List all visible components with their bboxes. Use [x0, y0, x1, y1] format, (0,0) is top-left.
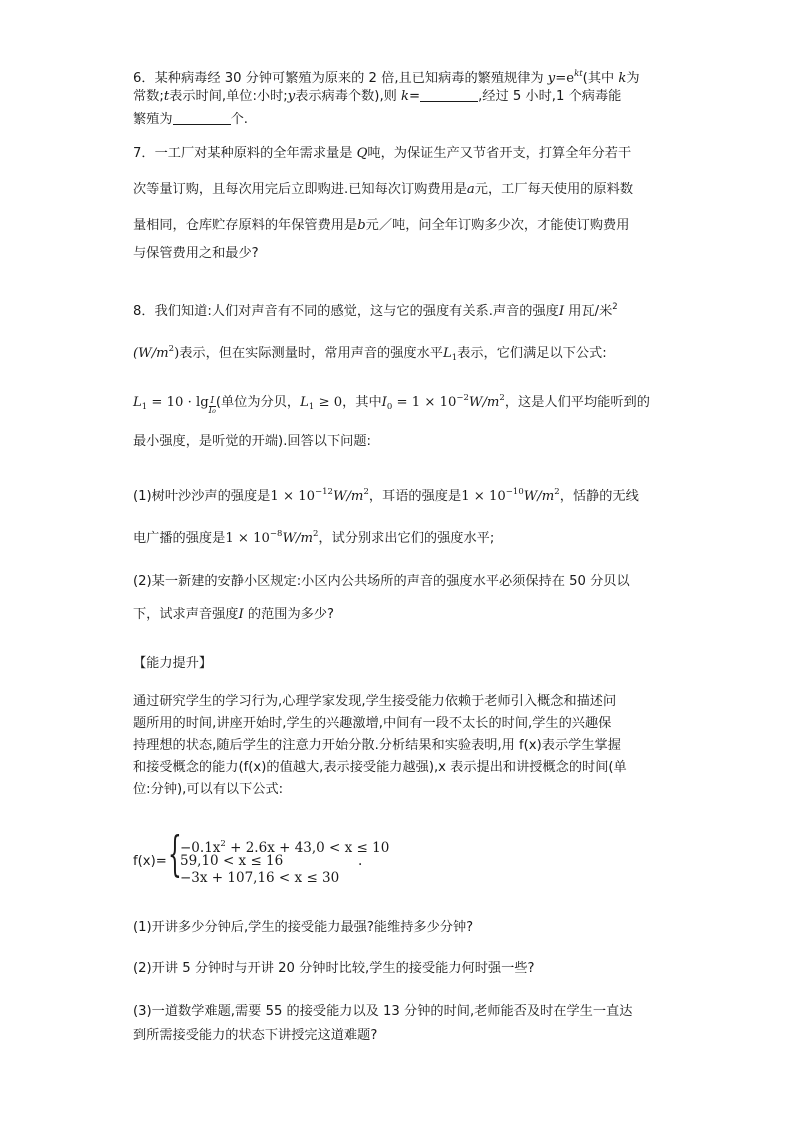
- section-title: 【能力提升】: [133, 656, 213, 671]
- answer-blank[interactable]: [173, 110, 231, 125]
- case-3: −3x + 107,16 < x ≤ 30: [180, 870, 340, 886]
- section-sub3-line-2: 到所需接受能力的状态下讲授完这道难题?: [133, 1028, 378, 1043]
- fraction: $\frac{I}{\text{I₀}}$: [208, 396, 216, 416]
- section-para-line-3: 持理想的状态,随后学生的注意力开始分散.分析结果和实验表明,用 f(x)表示学生掌握: [133, 738, 621, 753]
- section-sub3-line-1: (3)一道数学难题,需要 55 的接受能力以及 13 分钟的时间,老师能否及时在学生一直达: [133, 1004, 633, 1019]
- section-para-line-5: 位:分钟),可以有以下公式:: [133, 782, 284, 797]
- case-1: $-0.1x^2 + 2.6x + 43,0 < x \le 10$: [180, 839, 390, 856]
- section-sub1: (1)开讲多少分钟后,学生的接受能力最强?能维持多少分钟?: [133, 920, 474, 935]
- q8-line-4: 最小强度，是听觉的开端).回答以下问题:: [133, 434, 371, 449]
- q8-formula-line: $L_1 = 10 \cdot \lg$ $\frac{I}{\text{I₀}}$ (单位为分贝，$L_1 \ge 0$，其中$I_0 = 1 \times 10^{-2}W/m^2$，这是人们平均能听到的: [133, 393, 650, 416]
- q8-sub1-line-2: 电广播的强度是$1 \times 10^{-8}W/m^2$，试分别求出它们的强度水平;: [133, 529, 495, 546]
- section-para-line-1: 通过研究学生的学习行为,心理学家发现,学生接受能力依赖于老师引入概念和描述问: [133, 694, 617, 709]
- q7-line-1: 7．一工厂对某种原料的全年需求量是 Q吨，为保证生产又节省开支，打算全年分若干: [133, 146, 632, 161]
- q8-line-1: 8．我们知道:人们对声音有不同的感觉，这与它的强度有关系.声音的强度I 用瓦/米$^2$: [133, 302, 618, 319]
- q8-line-2: $(W/m^2)$表示，但在实际测量时，常用声音的强度水平$L_1$表示，它们满足以下公式:: [133, 344, 607, 363]
- q6-line-1: 6．某种病毒经 30 分钟可繁殖为原来的 2 倍,且已知病毒的繁殖规律为 $y=e^{kt}$(其中 k为: [133, 69, 640, 86]
- q8-sub2-line-1: (2)某一新建的安静小区规定:小区内公共场所的声音的强度水平必须保持在 50 分贝以: [133, 574, 630, 589]
- q6-line-2: 常数;t表示时间,单位:小时;y表示病毒个数),则 k= ,经过 5 小时,1 个病毒能: [133, 89, 622, 104]
- section-para-line-2: 题所用的时间,讲座开始时,学生的兴趣激增,中间有一段不太长的时间,学生的兴趣保: [133, 716, 612, 731]
- section-para-line-4: 和接受概念的能力(f(x)的值越大,表示接受能力越强),x 表示提出和讲授概念的时间(单: [133, 760, 627, 775]
- q7-line-4: 与保管费用之和最少?: [133, 246, 259, 261]
- q6-line-3: 繁殖为 个.: [133, 112, 248, 127]
- answer-blank[interactable]: [420, 87, 478, 102]
- q8-sub2-line-2: 下，试求声音强度I 的范围为多少?: [133, 607, 335, 622]
- section-sub2: (2)开讲 5 分钟时与开讲 20 分钟时比较,学生的接受能力何时强一些?: [133, 961, 535, 976]
- q8-sub1-line-1: (1)树叶沙沙声的强度是$1 \times 10^{-12}W/m^2$，耳语的强度是$1 \times 10^{-10}W/m^2$，恬静的无线: [133, 487, 639, 504]
- brace: {: [168, 826, 182, 882]
- q7-line-2: 次等量订购，且每次用完后立即购进.已知每次订购费用是a元，工厂每天使用的原料数: [133, 182, 634, 197]
- fx-label: f(x)=: [133, 854, 167, 869]
- q7-line-3: 量相同，仓库贮存原料的年保管费用是b元／吨，问全年订购多少次，才能使订购费用: [133, 218, 630, 233]
- formula-period: .: [358, 853, 363, 869]
- case-2: 59,10 < x ≤ 16: [180, 853, 284, 869]
